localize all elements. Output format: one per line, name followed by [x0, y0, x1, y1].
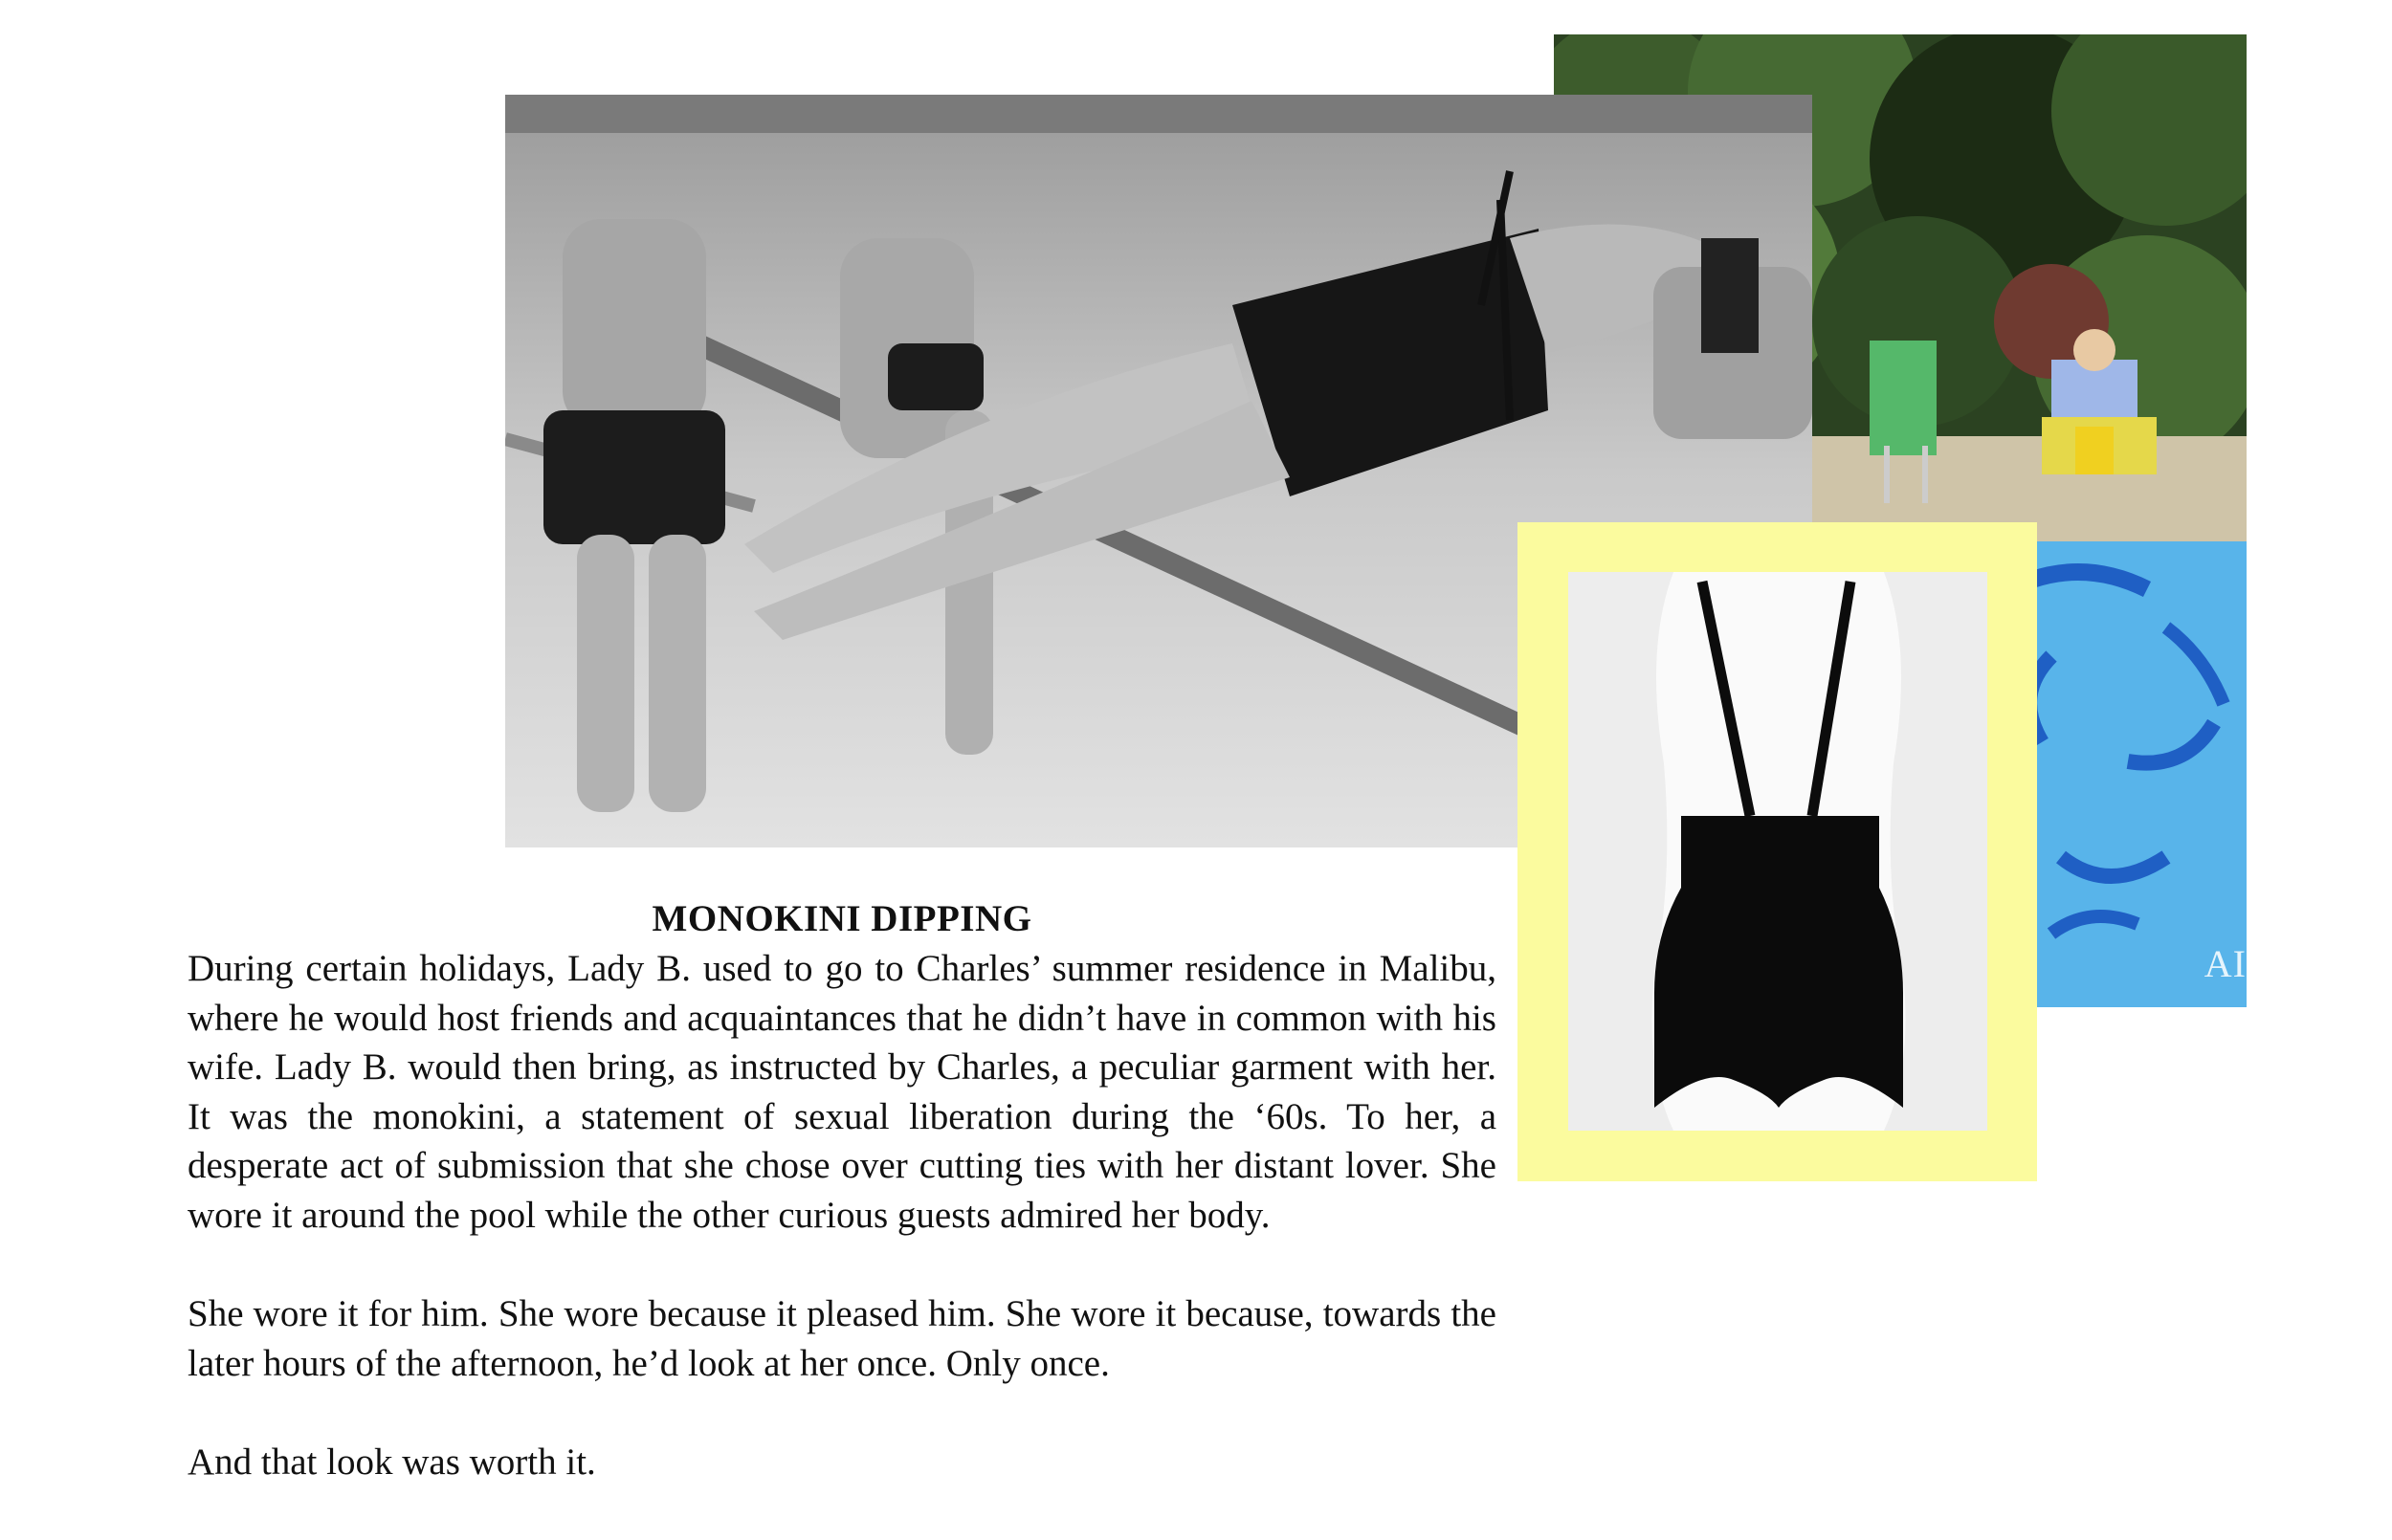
- monokini-illustration: [1568, 572, 1987, 1131]
- article-paragraph-1: During certain holidays, Lady B. used to go to Charles’ summer residence in Malibu, where he would host friends and acquaintances that he didn’t have in common with his wife. Lady B. would then bring, as instructed by Charles, a peculiar garment with her. It was the monokini, a statement of sexual liberation during the ‘60s. To her, a desperate act of submission that she chose over cutting ties with her distant lover. She wore it around the pool while the other curious guests admired her body.: [188, 948, 1496, 1236]
- garment-photo-frame: [1517, 522, 2037, 1181]
- photo-watermark: AI: [2204, 942, 2247, 985]
- article-paragraph-3: And that look was worth it.: [188, 1441, 596, 1483]
- article: [188, 894, 1496, 1487]
- article-paragraph-2: She wore it for him. She wore because it pleased him. She wore it because, towards the later hours of the afternoon, he’d look at her once. Only once.: [188, 1293, 1496, 1384]
- article-title: MONOKINI DIPPING: [652, 898, 1032, 939]
- monokini-garment-photo: [1568, 572, 1987, 1131]
